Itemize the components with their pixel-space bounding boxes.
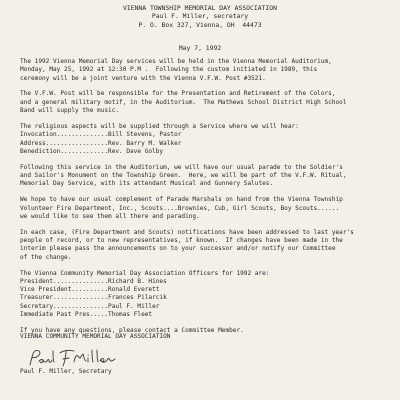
letter-date: May 7, 1992 bbox=[178, 44, 222, 52]
letterhead-org: VIENNA TOWNSHIP MEMORIAL DAY ASSOCIATION bbox=[123, 4, 277, 12]
closing bbox=[20, 333, 170, 341]
paragraph-line: If you have any questions, please contact a Committee Member. bbox=[20, 326, 244, 334]
handwritten-signature bbox=[26, 347, 136, 369]
listing-row: Secretary...............Paul F. Miller bbox=[20, 302, 160, 310]
paragraph-line: people of record, or to new representatives, if known. If changes have been made in the bbox=[20, 237, 343, 245]
paragraph-1 bbox=[20, 58, 392, 83]
paragraph-line: we would like to see them all there and parading. bbox=[20, 212, 200, 220]
listing-row: Immediate Past Pres.....Thomas Fleet bbox=[20, 310, 153, 318]
paragraph-line: The Vienna Community Memorial Day Association Officers for 1992 are: bbox=[20, 269, 270, 277]
listing-row: Invocation..............Bill Stevens, Pastor bbox=[20, 131, 182, 139]
paragraph-line: ceremony will be a joint venture with the Vienna V.F.W. Post #3521. bbox=[20, 74, 266, 82]
paragraph-5 bbox=[20, 196, 392, 221]
paragraph-line: Volunteer Fire Department, Inc., Scouts....Brownies, Cub, Girl Scouts, Boy Scouts...... bbox=[20, 204, 340, 212]
paragraph-line: and Sailor's Monument on the Township Green. Here, we will be part of the V.F.W. Ritual, bbox=[20, 172, 347, 180]
paragraph-3 bbox=[20, 123, 392, 156]
paragraph-line: and a general military motif, in the Auditorium. The Mathews School District High School bbox=[20, 98, 347, 106]
paragraph-line: interim please pass the announcements on to your successor and/or notify our Committee bbox=[20, 245, 336, 253]
paragraph-line: The religious aspects will be supplied through a Service where we will hear: bbox=[20, 122, 299, 130]
letterhead bbox=[0, 4, 400, 29]
paragraph-line: Following this service in the Auditorium, we will have our usual parade to the Soldier's bbox=[20, 163, 343, 171]
listing-row: Benediction.............Rev. Dave Golby bbox=[20, 147, 164, 155]
paragraph-line: Memorial Day Service, with its attendant Musical and Gunnery Salutes. bbox=[20, 180, 274, 188]
signer-name: Paul F. Miller, Secretary bbox=[20, 368, 112, 375]
letterhead-secretary: Paul F. Miller, secretary bbox=[151, 12, 249, 21]
listing-row: President...............Richard B. Hines bbox=[20, 277, 167, 285]
paragraph-line: of the change. bbox=[20, 253, 72, 261]
paragraph-line: The 1992 Vienna Memorial Day services will be held in the Vienna Memorial Auditorium, bbox=[20, 58, 332, 65]
listing-row: Vice President..........Ronald Everett bbox=[20, 286, 160, 294]
paragraph-line: In each case, (Fire Department and Scouts) notifications have been addressed to last year's bbox=[20, 228, 354, 236]
paragraph-line: Band will supply the music. bbox=[20, 107, 120, 115]
closing-org: VIENNA COMMUNITY MEMORIAL DAY ASSOCIATION bbox=[20, 333, 171, 340]
listing-row: Treasurer...............Frances Pilarcik bbox=[20, 294, 167, 302]
letterhead-address: P. O. Box 327, Vienna, OH 44473 bbox=[138, 20, 262, 29]
paragraph-line: The V.F.W. Post will be responsible for the Presentation and Retirement of the Colors, bbox=[20, 90, 336, 98]
listing-row: Address.................Rev. Barry M. Walker bbox=[20, 139, 182, 147]
paragraph-2 bbox=[20, 90, 392, 115]
paragraph-7 bbox=[20, 270, 392, 320]
paragraph-line: We hope to have our usual complement of Parade Marshals on hand from the Vienna Township bbox=[20, 196, 343, 204]
paragraph-6 bbox=[20, 229, 392, 262]
paragraph-4 bbox=[20, 164, 392, 189]
paragraph-line: Monday, May 25, 1992 at 12:30 P.M . Following the custom initiated in 1989, this bbox=[20, 66, 318, 74]
letter-body bbox=[20, 58, 392, 343]
